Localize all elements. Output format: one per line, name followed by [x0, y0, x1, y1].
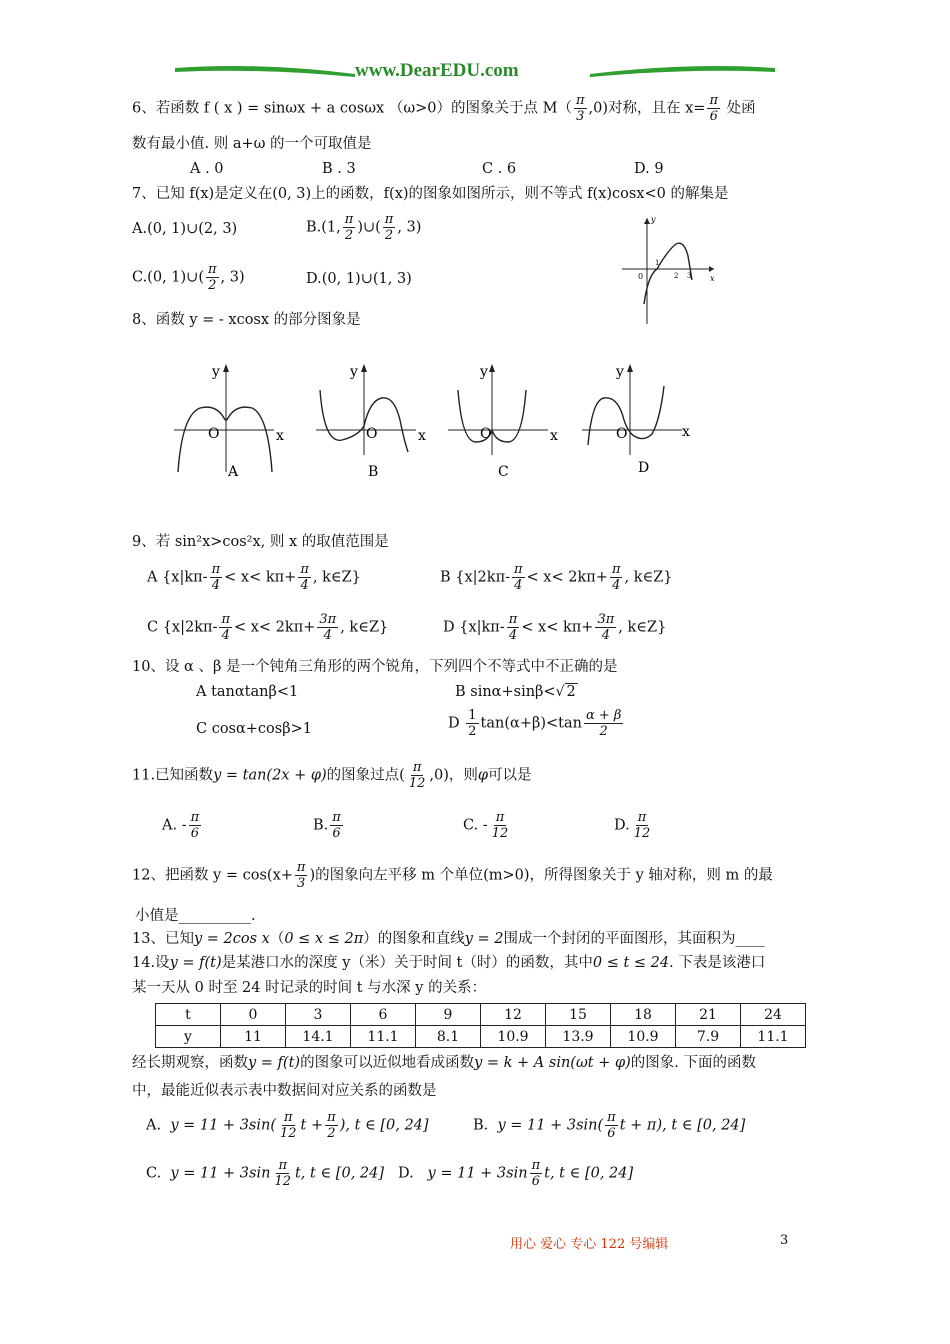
- q10-line1: 10、设 α 、β 是一个钝角三角形的两个锐角，下列四个不等式中不正确的是: [132, 659, 618, 675]
- q10-option-a: A tanαtanβ<1: [196, 684, 299, 700]
- svg-text:x: x: [418, 428, 426, 444]
- q6-option-c: C . 6: [482, 161, 517, 177]
- svg-text:x: x: [550, 428, 558, 444]
- q12-line2: 小值是__________.: [135, 908, 256, 924]
- svg-text:y: y: [212, 364, 220, 380]
- q11-line1: 11.已知函数y = tan(2x + φ)的图象过点( $\frac{\pi}{12}$ ,0)，则φ可以是: [132, 760, 532, 791]
- q12-line1: 12、把函数 y = cos(x+ $\frac{\pi}{3}$ )的图象向左平移 m 个单位(m>0)，所得图象关于 y 轴对称，则 m 的最: [132, 860, 773, 891]
- svg-text:O: O: [616, 426, 628, 442]
- q14-option-b: B. y = 11 + 3sin( $\frac{\pi}{6}$ t + π), t ∈ [0, 24]: [473, 1110, 746, 1141]
- q14-option-c: C. y = 11 + 3sin $\frac{\pi}{12}$ t, t ∈ [0, 24]: [146, 1158, 385, 1189]
- q9-line1: 9、若 sin²x>cos²x, 则 x 的取值范围是: [132, 534, 389, 550]
- q8-graph-c: [444, 360, 574, 480]
- q9-option-b: B {x|2kπ- $\frac{\pi}{4}$ < x< 2kπ+ $\frac{\pi}{4}$ , k∈Z}: [440, 562, 673, 593]
- svg-text:B: B: [368, 464, 379, 480]
- q11-option-c: C. - $\frac{\pi}{12}$: [463, 810, 509, 841]
- q7-function-graph: [618, 210, 718, 330]
- svg-text:3: 3: [687, 272, 692, 280]
- q8-graph-b: [312, 360, 442, 480]
- svg-text:D: D: [638, 460, 650, 476]
- svg-text:O: O: [480, 426, 492, 442]
- q7-option-b: B.(1, $\frac{\pi}{2}$ )∪( $\frac{\pi}{2}$ , 3): [306, 212, 422, 243]
- q8-graph-a: [168, 360, 298, 480]
- q6-option-d: D. 9: [634, 161, 664, 177]
- svg-text:C: C: [498, 464, 509, 480]
- q11-option-d: D. $\frac{\pi}{12}$: [614, 810, 651, 841]
- svg-text:x: x: [682, 424, 690, 440]
- svg-text:y: y: [350, 364, 358, 380]
- q7-option-a: A.(0, 1)∪(2, 3): [132, 221, 238, 237]
- q7-line1: 7、已知 f(x)是定义在(0, 3)上的函数，f(x)的图象如图所示，则不等式 f(x)cosx<0 的解集是: [132, 186, 729, 202]
- q11-option-a: A. - $\frac{\pi}{6}$: [162, 810, 200, 841]
- q6-option-b: B . 3: [322, 161, 356, 177]
- q14-line3: 经长期观察，函数y = f(t)的图象可以近似地看成函数y = k + A sin(ωt + φ)的图象. 下面的函数: [132, 1055, 756, 1071]
- svg-text:y: y: [616, 364, 624, 380]
- answer-blank[interactable]: __________: [178, 908, 251, 924]
- q9-option-a: A {x|kπ- $\frac{\pi}{4}$ < x< kπ+ $\frac{\pi}{4}$ , k∈Z}: [147, 562, 361, 593]
- svg-text:O: O: [208, 426, 220, 442]
- q14-line4: 中，最能近似表示表中数据间对应关系的函数是: [132, 1083, 437, 1099]
- table-row: y 11 14.1 11.1 8.1 10.9 13.9 10.9 7.9 11.1: [156, 1026, 806, 1048]
- svg-text:0: 0: [638, 272, 644, 281]
- svg-text:1: 1: [655, 259, 660, 267]
- q14-line1: 14.设y = f(t)是某港口水的深度 y（米）关于时间 t（时）的函数，其中0 ≤ t ≤ 24. 下表是该港口: [132, 955, 766, 971]
- q8-graph-d: [578, 360, 708, 480]
- q11-option-b: B. $\frac{\pi}{6}$: [313, 810, 341, 841]
- svg-text:2: 2: [674, 272, 679, 280]
- brand-logo: www.DearEDU.com: [355, 60, 519, 81]
- svg-text:x: x: [710, 274, 715, 283]
- q6-option-a: A . 0: [190, 161, 224, 177]
- depth-table: [155, 1003, 806, 1048]
- q10-option-c: C cosα+cosβ>1: [196, 721, 312, 737]
- q6-line2: 数有最小值. 则 a+ω 的一个可取值是: [132, 136, 372, 152]
- q14-option-a: A. y = 11 + 3sin( $\frac{\pi}{12}$ t + $\frac{\pi}{2}$ ), t ∈ [0, 24]: [146, 1110, 429, 1141]
- q14-line2: 某一天从 0 时至 24 时记录的时间 t 与水深 y 的关系：: [132, 980, 487, 996]
- page-number: 3: [780, 1233, 789, 1248]
- table-row: t 0 3 6 9 12 15 18 21 24: [156, 1004, 806, 1026]
- q6-line1: 6、若函数 f ( x ) = sinωx + a cosωx （ω>0）的图象关于点 M（ $\frac{\pi}{3}$ ,0)对称，且在 x= $\frac{\pi}{6}$ 处函: [132, 93, 756, 124]
- q14-option-d: D. y = 11 + 3sin $\frac{\pi}{6}$ t, t ∈ [0, 24]: [398, 1158, 634, 1189]
- svg-text:O: O: [366, 426, 378, 442]
- q7-option-c: C.(0, 1)∪( $\frac{\pi}{2}$ , 3): [132, 262, 245, 293]
- svg-text:A: A: [228, 464, 239, 480]
- svg-text:y: y: [480, 364, 488, 380]
- q7-option-d: D.(0, 1)∪(1, 3): [306, 271, 412, 287]
- q8-line1: 8、函数 y = - xcosx 的部分图象是: [132, 312, 361, 328]
- q13-line1: 13、已知y = 2cos x（0 ≤ x ≤ 2π）的图象和直线y = 2围成一个封闭的平面图形，其面积为____: [132, 931, 765, 947]
- q9-option-d: D {x|kπ- $\frac{\pi}{4}$ < x< kπ+ $\frac{3\pi}{4}$ , k∈Z}: [443, 612, 667, 643]
- q10-option-d: D $\frac{1}{2}$ tan(α+β)<tan $\frac{\alpha + \beta}{2}$: [448, 708, 622, 739]
- q10-option-b: B sinα+sinβ<√ 2: [455, 684, 576, 700]
- footer-text: 用心 爱心 专心 122 号编辑: [510, 1237, 669, 1252]
- q9-option-c: C {x|2kπ- $\frac{\pi}{4}$ < x< 2kπ+ $\frac{3\pi}{4}$ , k∈Z}: [147, 612, 389, 643]
- svg-text:y: y: [651, 215, 656, 224]
- curve: [644, 243, 692, 304]
- svg-text:x: x: [276, 428, 284, 444]
